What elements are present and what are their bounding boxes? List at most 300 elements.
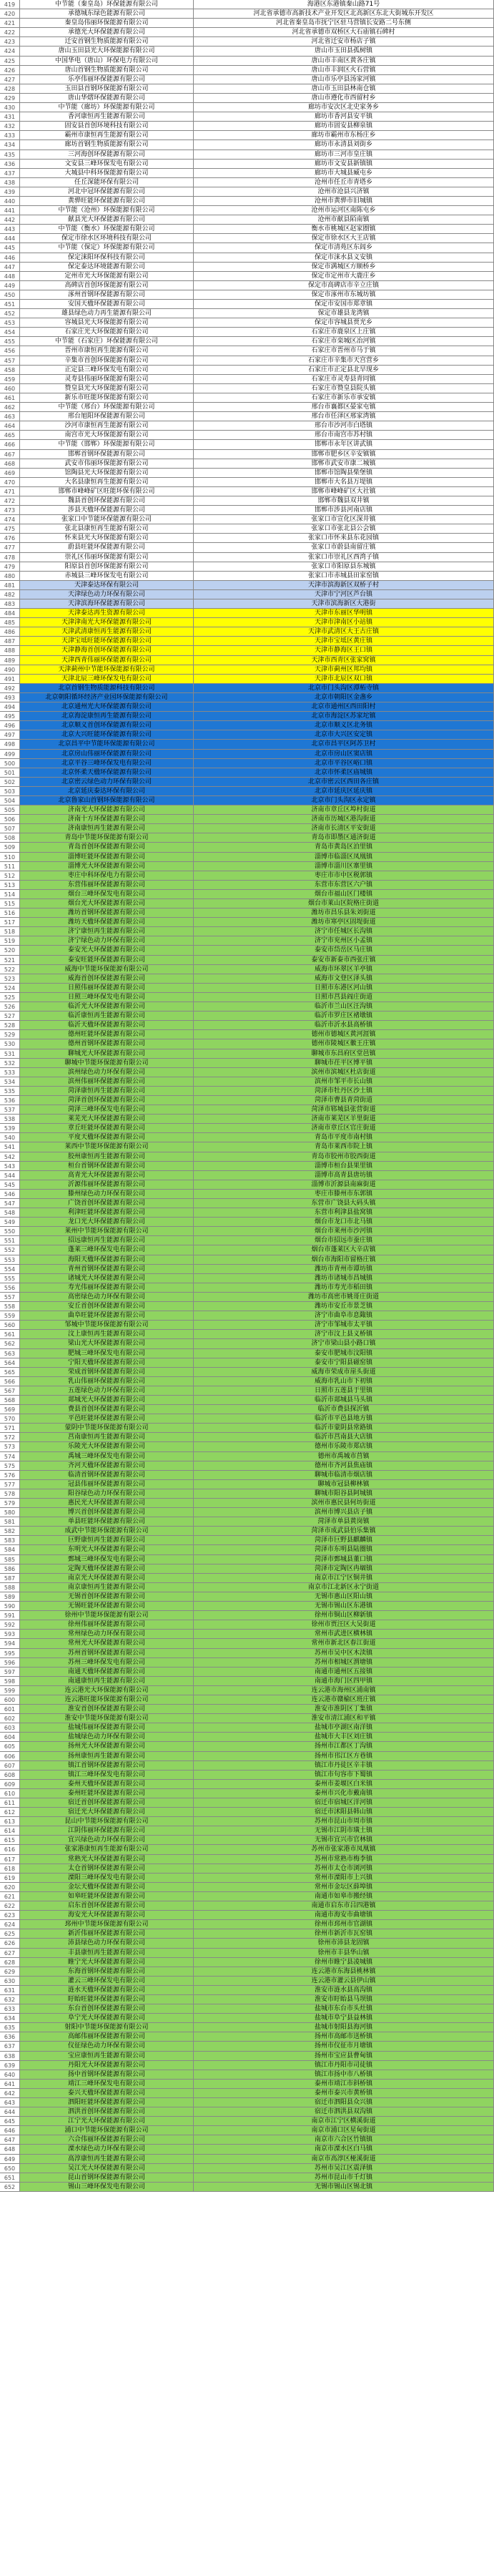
row-number[interactable]: 456 <box>0 346 20 356</box>
address-cell[interactable]: 北京市大兴区安定镇 <box>194 730 494 740</box>
company-name-cell[interactable]: 太仓首钢环保能源有限公司 <box>20 1864 194 1874</box>
row-number[interactable]: 582 <box>0 1527 20 1536</box>
company-name-cell[interactable]: 容城县光大环保能源有限公司 <box>20 318 194 328</box>
row-number[interactable]: 622 <box>0 1901 20 1911</box>
company-name-cell[interactable]: 北京平谷三峰环保发电有限公司 <box>20 759 194 768</box>
company-name-cell[interactable]: 中节能（保定）环保能源有限公司 <box>20 243 194 253</box>
address-cell[interactable]: 南京市六合区竹镇镇 <box>194 2135 494 2145</box>
company-name-cell[interactable]: 北京朝阳循环经济产业园环保能源有限公司 <box>20 693 194 702</box>
address-cell[interactable]: 临沂市罗庄区褚墩镇 <box>194 1012 494 1021</box>
row-number[interactable]: 597 <box>0 1667 20 1677</box>
address-cell[interactable]: 潍坊市青州市谭坊镇 <box>194 1265 494 1274</box>
company-name-cell[interactable]: 献县光大环保能源有限公司 <box>20 215 194 225</box>
company-name-cell[interactable]: 昆山首钢环保能源有限公司 <box>20 2173 194 2183</box>
address-cell[interactable]: 石家庄市晋州市马于镇 <box>194 346 494 356</box>
row-number[interactable]: 635 <box>0 2023 20 2032</box>
company-name-cell[interactable]: 蓬莱三峰环保发电有限公司 <box>20 1245 194 1255</box>
row-number[interactable]: 423 <box>0 37 20 46</box>
company-name-cell[interactable]: 中节能（衡水）环保能源有限公司 <box>20 225 194 234</box>
company-name-cell[interactable]: 荣成首钢环保能源有限公司 <box>20 1368 194 1377</box>
company-name-cell[interactable]: 连云港光大环保能源有限公司 <box>20 1686 194 1695</box>
address-cell[interactable]: 宿迁市沭阳县韩山镇 <box>194 1808 494 1817</box>
row-number[interactable]: 599 <box>0 1686 20 1695</box>
address-cell[interactable]: 保定市徐水区大王店镇 <box>194 234 494 243</box>
company-name-cell[interactable]: 保定市徐水区环境科技有限公司 <box>20 234 194 243</box>
row-number[interactable]: 645 <box>0 2117 20 2126</box>
row-number[interactable]: 560 <box>0 1321 20 1330</box>
company-name-cell[interactable]: 乐陵光大环保能源有限公司 <box>20 1442 194 1451</box>
address-cell[interactable]: 济宁市邹城市太平镇 <box>194 1321 494 1330</box>
address-cell[interactable]: 天津市西青区张家窝镇 <box>194 656 494 665</box>
row-number[interactable]: 422 <box>0 28 20 37</box>
address-cell[interactable]: 徐州市铜山区柳新镇 <box>194 1611 494 1620</box>
row-number[interactable]: 501 <box>0 768 20 778</box>
address-cell[interactable]: 济南市长清区平安街道 <box>194 824 494 833</box>
company-name-cell[interactable]: 齐河天楹环保能源有限公司 <box>20 1461 194 1471</box>
company-name-cell[interactable]: 如皋旺能环保能源有限公司 <box>20 1892 194 1901</box>
row-number[interactable]: 573 <box>0 1442 20 1451</box>
address-cell[interactable]: 石家庄市鹿泉区上庄镇 <box>194 328 494 337</box>
row-number[interactable]: 441 <box>0 206 20 215</box>
row-number[interactable]: 539 <box>0 1124 20 1133</box>
company-name-cell[interactable]: 宿迁首创环保能源有限公司 <box>20 1798 194 1808</box>
company-name-cell[interactable]: 唐山华熠环保能源有限公司 <box>20 94 194 103</box>
address-cell[interactable]: 天津市东丽区华明镇 <box>194 609 494 618</box>
row-number[interactable]: 500 <box>0 759 20 768</box>
address-cell[interactable]: 苏州市相城区渭塘镇 <box>194 1658 494 1667</box>
address-cell[interactable]: 菏泽市郓城县张营街道 <box>194 1105 494 1115</box>
company-name-cell[interactable]: 邯郸首钢环保能源有限公司 <box>20 450 194 459</box>
company-name-cell[interactable]: 仪征绿色动力环保有限公司 <box>20 2042 194 2051</box>
row-number[interactable]: 484 <box>0 609 20 618</box>
company-name-cell[interactable]: 黄骅旺能环保能源有限公司 <box>20 197 194 206</box>
company-name-cell[interactable]: 五莲绿色动力环保有限公司 <box>20 1386 194 1396</box>
address-cell[interactable]: 镇江市扬中市八桥镇 <box>194 2070 494 2080</box>
row-number[interactable]: 545 <box>0 1180 20 1190</box>
company-name-cell[interactable]: 阜宁光大环保能源有限公司 <box>20 2014 194 2023</box>
company-name-cell[interactable]: 临沂光大环保能源有限公司 <box>20 1002 194 1012</box>
address-cell[interactable]: 淮安市盱眙县马坝镇 <box>194 1995 494 2004</box>
company-name-cell[interactable]: 盱眙旺能环保能源有限公司 <box>20 1995 194 2004</box>
address-cell[interactable]: 盐城市射阳县海河镇 <box>194 2023 494 2032</box>
company-name-cell[interactable]: 聊城中节能环保能源有限公司 <box>20 1059 194 1068</box>
row-number[interactable]: 585 <box>0 1555 20 1564</box>
company-name-cell[interactable]: 菏泽三峰环保发电有限公司 <box>20 1105 194 1115</box>
address-cell[interactable]: 日照市五莲县于里镇 <box>194 1386 494 1396</box>
company-name-cell[interactable]: 莱西中节能环保能源有限公司 <box>20 1142 194 1152</box>
row-number[interactable]: 614 <box>0 1826 20 1836</box>
row-number[interactable]: 522 <box>0 965 20 974</box>
address-cell[interactable]: 滨州市滨城区杜店街道 <box>194 1068 494 1077</box>
company-name-cell[interactable]: 承德城东绿色能源有限公司 <box>20 9 194 19</box>
address-cell[interactable]: 济南市章丘区官庄街道 <box>194 1124 494 1133</box>
row-number[interactable]: 569 <box>0 1405 20 1414</box>
row-number[interactable]: 471 <box>0 487 20 496</box>
company-name-cell[interactable]: 枣庄中科环保电力有限公司 <box>20 871 194 881</box>
row-number[interactable]: 537 <box>0 1105 20 1115</box>
company-name-cell[interactable]: 泰安旺能环保能源有限公司 <box>20 956 194 965</box>
company-name-cell[interactable]: 高碑店首创环保能源有限公司 <box>20 281 194 290</box>
company-name-cell[interactable]: 菏泽首创环保能源有限公司 <box>20 1096 194 1105</box>
row-number[interactable]: 610 <box>0 1789 20 1798</box>
row-number[interactable]: 601 <box>0 1705 20 1714</box>
address-cell[interactable]: 邯郸市涉县河南店镇 <box>194 506 494 515</box>
address-cell[interactable]: 唐山市丰南区黄各庄镇 <box>194 57 494 66</box>
address-cell[interactable]: 常州市新北区春江街道 <box>194 1639 494 1648</box>
row-number[interactable]: 469 <box>0 469 20 478</box>
row-number[interactable]: 526 <box>0 1002 20 1012</box>
row-number[interactable]: 495 <box>0 712 20 721</box>
address-cell[interactable]: 盐城市亭湖区南洋镇 <box>194 1723 494 1733</box>
company-name-cell[interactable]: 保定泰达环境能源有限公司 <box>20 263 194 272</box>
row-number[interactable]: 616 <box>0 1845 20 1854</box>
company-name-cell[interactable]: 平邑旺能环保能源有限公司 <box>20 1414 194 1424</box>
row-number[interactable]: 429 <box>0 94 20 103</box>
company-name-cell[interactable]: 淮安首创环保能源有限公司 <box>20 1705 194 1714</box>
company-name-cell[interactable]: 怀来县光大环保能源有限公司 <box>20 534 194 543</box>
address-cell[interactable]: 南通市海安市曲塘镇 <box>194 1911 494 1920</box>
row-number[interactable]: 578 <box>0 1489 20 1499</box>
company-name-cell[interactable]: 淮安中节能环保能源有限公司 <box>20 1714 194 1723</box>
address-cell[interactable]: 沧州市献县陌南镇 <box>194 215 494 225</box>
address-cell[interactable]: 苏州市张家港市凤凰镇 <box>194 1845 494 1854</box>
address-cell[interactable]: 南京市高淳区桠溪街道 <box>194 2155 494 2164</box>
company-name-cell[interactable]: 新乐市旺能环保能源有限公司 <box>20 393 194 403</box>
row-number[interactable]: 439 <box>0 187 20 197</box>
company-name-cell[interactable]: 苏州首钢环保能源有限公司 <box>20 1649 194 1658</box>
company-name-cell[interactable]: 北京怀柔天楹环保能源有限公司 <box>20 768 194 778</box>
row-number[interactable]: 442 <box>0 215 20 225</box>
company-name-cell[interactable]: 正定县三峰环保发电有限公司 <box>20 366 194 375</box>
row-number[interactable]: 637 <box>0 2042 20 2051</box>
row-number[interactable]: 492 <box>0 684 20 693</box>
row-number[interactable]: 617 <box>0 1855 20 1864</box>
row-number[interactable]: 554 <box>0 1265 20 1274</box>
company-name-cell[interactable]: 胶州康恒再生能源有限公司 <box>20 1152 194 1162</box>
row-number[interactable]: 621 <box>0 1892 20 1901</box>
company-name-cell[interactable]: 菏泽康恒再生能源有限公司 <box>20 1087 194 1096</box>
address-cell[interactable]: 德州市德城区黄河涯镇 <box>194 1030 494 1039</box>
row-number[interactable]: 460 <box>0 384 20 393</box>
row-number[interactable]: 480 <box>0 572 20 581</box>
address-cell[interactable]: 北京市海淀区苏家坨镇 <box>194 712 494 721</box>
company-name-cell[interactable]: 无锡首创环保能源有限公司 <box>20 1592 194 1602</box>
row-number[interactable]: 590 <box>0 1602 20 1611</box>
company-name-cell[interactable]: 高密绿色动力环保有限公司 <box>20 1293 194 1302</box>
company-name-cell[interactable]: 梁山光大环保能源有限公司 <box>20 1339 194 1348</box>
row-number[interactable]: 631 <box>0 1986 20 1995</box>
company-name-cell[interactable]: 浦口中节能环保能源有限公司 <box>20 2126 194 2135</box>
company-name-cell[interactable]: 中节能（邯郸）环保能源有限公司 <box>20 440 194 449</box>
row-number[interactable]: 613 <box>0 1817 20 1826</box>
row-number[interactable]: 540 <box>0 1133 20 1142</box>
row-number[interactable]: 507 <box>0 824 20 833</box>
address-cell[interactable]: 镇江市丹阳市司徒镇 <box>194 2061 494 2070</box>
row-number[interactable]: 514 <box>0 890 20 899</box>
address-cell[interactable]: 邢台市沙河市白塔镇 <box>194 421 494 431</box>
address-cell[interactable]: 淄博市桓台县果里镇 <box>194 1162 494 1171</box>
company-name-cell[interactable]: 宜兴绿色动力环保有限公司 <box>20 1836 194 1845</box>
address-cell[interactable]: 泰安市肥城市汶阳镇 <box>194 1349 494 1358</box>
company-name-cell[interactable]: 青岛中节能环保能源有限公司 <box>20 833 194 843</box>
address-cell[interactable]: 扬州市宝应县曹甸镇 <box>194 2052 494 2061</box>
address-cell[interactable]: 无锡市锡山区东港镇 <box>194 1602 494 1611</box>
company-name-cell[interactable]: 涉县天楹环保能源有限公司 <box>20 506 194 515</box>
address-cell[interactable]: 泰安市岱岳区马庄镇 <box>194 946 494 955</box>
row-number[interactable]: 532 <box>0 1059 20 1068</box>
row-number[interactable]: 430 <box>0 103 20 112</box>
company-name-cell[interactable]: 诸城光大环保能源有限公司 <box>20 1274 194 1283</box>
company-name-cell[interactable]: 魏县首创环保能源有限公司 <box>20 496 194 506</box>
address-cell[interactable]: 镇江市丹徒区辛丰镇 <box>194 1761 494 1771</box>
row-number[interactable]: 478 <box>0 553 20 562</box>
company-name-cell[interactable]: 常州绿色动力环保有限公司 <box>20 1630 194 1639</box>
address-cell[interactable]: 青岛市胶州市胶西街道 <box>194 1152 494 1162</box>
address-cell[interactable]: 淄博市淄川区寨里镇 <box>194 862 494 871</box>
address-cell[interactable]: 北京市房山区窦店镇 <box>194 750 494 759</box>
company-name-cell[interactable]: 天津西青伟丽环保能源有限公司 <box>20 656 194 665</box>
row-number[interactable]: 609 <box>0 1780 20 1789</box>
row-number[interactable]: 574 <box>0 1452 20 1461</box>
address-cell[interactable]: 北京市延庆区延庆镇 <box>194 787 494 796</box>
row-number[interactable]: 595 <box>0 1649 20 1658</box>
company-name-cell[interactable]: 成武中节能环保能源有限公司 <box>20 1527 194 1536</box>
row-number[interactable]: 505 <box>0 805 20 815</box>
row-number[interactable]: 648 <box>0 2145 20 2154</box>
company-name-cell[interactable]: 涟水天楹环保能源有限公司 <box>20 1986 194 1995</box>
row-number[interactable]: 486 <box>0 627 20 637</box>
row-number[interactable]: 479 <box>0 562 20 572</box>
company-name-cell[interactable]: 烟台三峰环保发电有限公司 <box>20 890 194 899</box>
company-name-cell[interactable]: 无锡旺能环保能源有限公司 <box>20 1602 194 1611</box>
address-cell[interactable]: 日照市东港区河山镇 <box>194 984 494 993</box>
company-name-cell[interactable]: 扬州康恒再生能源有限公司 <box>20 1752 194 1761</box>
company-name-cell[interactable]: 海阳天楹环保能源有限公司 <box>20 1255 194 1265</box>
row-number[interactable]: 584 <box>0 1545 20 1554</box>
row-number[interactable]: 606 <box>0 1752 20 1761</box>
address-cell[interactable]: 临沂市沂水县高桥镇 <box>194 1021 494 1030</box>
address-cell[interactable]: 石家庄市赞皇县院头镇 <box>194 384 494 393</box>
company-name-cell[interactable]: 临沂康恒再生能源有限公司 <box>20 1012 194 1021</box>
address-cell[interactable]: 菏泽市定陶区冉堌镇 <box>194 1564 494 1574</box>
row-number[interactable]: 591 <box>0 1611 20 1620</box>
company-name-cell[interactable]: 沛县绿色动力环保有限公司 <box>20 1939 194 1948</box>
company-name-cell[interactable]: 北京房山伟丽环保能源有限公司 <box>20 750 194 759</box>
row-number[interactable]: 624 <box>0 1920 20 1929</box>
row-number[interactable]: 483 <box>0 599 20 609</box>
address-cell[interactable]: 宿迁市宿城区洋河镇 <box>194 1798 494 1808</box>
row-number[interactable]: 626 <box>0 1939 20 1948</box>
company-name-cell[interactable]: 高邮伟丽环保能源有限公司 <box>20 2032 194 2042</box>
row-number[interactable]: 510 <box>0 853 20 862</box>
address-cell[interactable]: 唐山市玉田县林南仓镇 <box>194 84 494 94</box>
row-number[interactable]: 452 <box>0 309 20 318</box>
address-cell[interactable]: 保定市容城县贾光乡 <box>194 318 494 328</box>
company-name-cell[interactable]: 淄博光大环保能源有限公司 <box>20 862 194 871</box>
row-number[interactable]: 559 <box>0 1311 20 1321</box>
row-number[interactable]: 531 <box>0 1049 20 1059</box>
address-cell[interactable]: 南京市溧水区白马镇 <box>194 2145 494 2154</box>
address-cell[interactable]: 济南市历城区港沟街道 <box>194 815 494 824</box>
address-cell[interactable]: 衡水市桃城区赵家圈镇 <box>194 225 494 234</box>
company-name-cell[interactable]: 邳州中节能环保能源有限公司 <box>20 1920 194 1929</box>
address-cell[interactable]: 北京市门头沟区永定镇 <box>194 796 494 805</box>
company-name-cell[interactable]: 天津津南光大环保能源有限公司 <box>20 618 194 627</box>
address-cell[interactable]: 苏州市吴江区震泽镇 <box>194 2164 494 2173</box>
address-cell[interactable]: 淮安市淮阴区丁集镇 <box>194 1705 494 1714</box>
address-cell[interactable]: 烟台市莱州市沙河镇 <box>194 1227 494 1236</box>
address-cell[interactable]: 海港区东港镇秦山路71号 <box>194 0 494 9</box>
address-cell[interactable]: 苏州市昆山市周市镇 <box>194 1817 494 1826</box>
address-cell[interactable]: 潍坊市诸城市昌城镇 <box>194 1274 494 1283</box>
row-number[interactable]: 628 <box>0 1958 20 1967</box>
row-number[interactable]: 465 <box>0 431 20 440</box>
address-cell[interactable]: 天津市滨海新区双桥子村 <box>194 581 494 590</box>
company-name-cell[interactable]: 中节能（廊坊）环保能源有限公司 <box>20 103 194 112</box>
company-name-cell[interactable]: 中节能（沧州）环保能源有限公司 <box>20 206 194 215</box>
company-name-cell[interactable]: 日照伟丽环保能源有限公司 <box>20 984 194 993</box>
row-number[interactable]: 498 <box>0 740 20 749</box>
address-cell[interactable]: 邯郸市永年区讲武镇 <box>194 440 494 449</box>
row-number[interactable]: 643 <box>0 2098 20 2107</box>
row-number[interactable]: 546 <box>0 1190 20 1199</box>
company-name-cell[interactable]: 锡山三峰环保发电有限公司 <box>20 2183 194 2192</box>
row-number[interactable]: 565 <box>0 1368 20 1377</box>
company-name-cell[interactable]: 曲阜旺能环保能源有限公司 <box>20 1311 194 1321</box>
row-number[interactable]: 491 <box>0 675 20 684</box>
company-name-cell[interactable]: 惠民光大环保能源有限公司 <box>20 1499 194 1508</box>
company-name-cell[interactable]: 镇江首钢环保能源有限公司 <box>20 1761 194 1771</box>
address-cell[interactable]: 扬州市高邮市送桥镇 <box>194 2032 494 2042</box>
row-number[interactable]: 596 <box>0 1658 20 1667</box>
company-name-cell[interactable]: 天津滨海环保能源有限公司 <box>20 599 194 609</box>
address-cell[interactable]: 徐州市邳州市官湖镇 <box>194 1920 494 1929</box>
company-name-cell[interactable]: 天津宝坻旺能环保能源有限公司 <box>20 637 194 646</box>
address-cell[interactable]: 临沂市平邑县地方镇 <box>194 1414 494 1424</box>
company-name-cell[interactable]: 苏州三峰环保发电有限公司 <box>20 1658 194 1667</box>
address-cell[interactable]: 沧州市运河区南陈屯乡 <box>194 206 494 215</box>
company-name-cell[interactable]: 泗阳旺能环保能源有限公司 <box>20 2098 194 2107</box>
company-name-cell[interactable]: 莱芜光大环保能源有限公司 <box>20 1115 194 1124</box>
company-name-cell[interactable]: 唐山首钢生物质能源有限公司 <box>20 66 194 75</box>
address-cell[interactable]: 天津市蓟州区邦均镇 <box>194 665 494 675</box>
row-number[interactable]: 551 <box>0 1236 20 1245</box>
address-cell[interactable]: 南京市江宁区铜井镇 <box>194 1574 494 1583</box>
address-cell[interactable]: 石家庄市新乐市承安镇 <box>194 393 494 403</box>
row-number[interactable]: 523 <box>0 974 20 984</box>
row-number[interactable]: 552 <box>0 1245 20 1255</box>
row-number[interactable]: 593 <box>0 1630 20 1639</box>
company-name-cell[interactable]: 东明光大环保能源有限公司 <box>20 1545 194 1554</box>
address-cell[interactable]: 烟台市招远市蚕庄镇 <box>194 1236 494 1245</box>
address-cell[interactable]: 济宁市任城区长沟镇 <box>194 927 494 936</box>
row-number[interactable]: 513 <box>0 881 20 890</box>
address-cell[interactable]: 无锡市宜兴市官林镇 <box>194 1836 494 1845</box>
address-cell[interactable]: 无锡市江阴市璜土镇 <box>194 1826 494 1836</box>
address-cell[interactable]: 盐城市阜宁县益林镇 <box>194 2014 494 2023</box>
company-name-cell[interactable]: 淄博旺能环保能源有限公司 <box>20 853 194 862</box>
address-cell[interactable]: 天津市北辰区双口镇 <box>194 675 494 684</box>
row-number[interactable]: 644 <box>0 2107 20 2117</box>
row-number[interactable]: 579 <box>0 1499 20 1508</box>
address-cell[interactable]: 潍坊市昌乐县朱刘街道 <box>194 909 494 918</box>
address-cell[interactable]: 泰州市泰兴市黄桥镇 <box>194 2089 494 2098</box>
row-number[interactable]: 482 <box>0 590 20 599</box>
row-number[interactable]: 443 <box>0 225 20 234</box>
company-name-cell[interactable]: 秦皇岛伟丽环保能源有限公司 <box>20 19 194 28</box>
row-number[interactable]: 494 <box>0 702 20 712</box>
row-number[interactable]: 468 <box>0 459 20 469</box>
row-number[interactable]: 440 <box>0 197 20 206</box>
address-cell[interactable]: 徐州市贾汪区大吴街道 <box>194 1620 494 1630</box>
row-number[interactable]: 516 <box>0 909 20 918</box>
company-name-cell[interactable]: 天津静海首创环保能源有限公司 <box>20 646 194 655</box>
row-number[interactable]: 630 <box>0 1977 20 1986</box>
row-number[interactable]: 493 <box>0 693 20 702</box>
address-cell[interactable]: 淮安市涟水县高沟镇 <box>194 1986 494 1995</box>
company-name-cell[interactable]: 蒙阴中节能环保能源有限公司 <box>20 1424 194 1433</box>
row-number[interactable]: 603 <box>0 1723 20 1733</box>
row-number[interactable]: 634 <box>0 2014 20 2023</box>
company-name-cell[interactable]: 潍坊首钢环保能源有限公司 <box>20 909 194 918</box>
company-name-cell[interactable]: 巨野康恒再生能源有限公司 <box>20 1536 194 1545</box>
row-number[interactable]: 420 <box>0 9 20 19</box>
row-number[interactable]: 598 <box>0 1677 20 1686</box>
address-cell[interactable]: 东营市广饶县大码头镇 <box>194 1199 494 1208</box>
address-cell[interactable]: 烟台市蓬莱区大辛店镇 <box>194 1245 494 1255</box>
row-number[interactable]: 649 <box>0 2155 20 2164</box>
row-number[interactable]: 509 <box>0 843 20 852</box>
address-cell[interactable]: 南京市浦口区星甸街道 <box>194 2126 494 2135</box>
row-number[interactable]: 481 <box>0 581 20 590</box>
company-name-cell[interactable]: 东营伟丽环保能源有限公司 <box>20 881 194 890</box>
row-number[interactable]: 538 <box>0 1115 20 1124</box>
row-number[interactable]: 646 <box>0 2126 20 2135</box>
row-number[interactable]: 464 <box>0 421 20 431</box>
company-name-cell[interactable]: 禹城三峰环保发电有限公司 <box>20 1452 194 1461</box>
row-number[interactable]: 475 <box>0 524 20 534</box>
company-name-cell[interactable]: 宿迁光大环保能源有限公司 <box>20 1808 194 1817</box>
row-number[interactable]: 519 <box>0 936 20 946</box>
row-number[interactable]: 467 <box>0 450 20 459</box>
address-cell[interactable]: 保定市安国市郑章镇 <box>194 300 494 309</box>
row-number[interactable]: 619 <box>0 1874 20 1883</box>
company-name-cell[interactable]: 晋州市康恒再生能源有限公司 <box>20 346 194 356</box>
row-number[interactable]: 632 <box>0 1995 20 2004</box>
address-cell[interactable]: 聊城市茌平区博平镇 <box>194 1059 494 1068</box>
address-cell[interactable]: 南通市启东市吕四港镇 <box>194 1901 494 1911</box>
company-name-cell[interactable]: 武安市伟丽环保能源有限公司 <box>20 459 194 469</box>
address-cell[interactable]: 保定市定州市大鹿庄乡 <box>194 272 494 281</box>
company-name-cell[interactable]: 盐城伟丽环保能源有限公司 <box>20 1723 194 1733</box>
row-number[interactable]: 536 <box>0 1096 20 1105</box>
row-number[interactable]: 444 <box>0 234 20 243</box>
company-name-cell[interactable]: 溧水绿色动力环保有限公司 <box>20 2145 194 2154</box>
company-name-cell[interactable]: 中节能（邢台）环保能源有限公司 <box>20 403 194 412</box>
address-cell[interactable]: 宿迁市泗洪县双沟镇 <box>194 2107 494 2117</box>
company-name-cell[interactable]: 济宁康恒再生能源有限公司 <box>20 927 194 936</box>
company-name-cell[interactable]: 龙口光大环保能源有限公司 <box>20 1218 194 1227</box>
address-cell[interactable]: 泰州市兴化市戴南镇 <box>194 1789 494 1798</box>
row-number[interactable]: 434 <box>0 140 20 150</box>
company-name-cell[interactable]: 肥城三峰环保发电有限公司 <box>20 1349 194 1358</box>
row-number[interactable]: 627 <box>0 1949 20 1958</box>
row-number[interactable]: 594 <box>0 1639 20 1648</box>
row-number[interactable]: 425 <box>0 57 20 66</box>
row-number[interactable]: 564 <box>0 1358 20 1368</box>
company-name-cell[interactable]: 天津泰达环保有限公司 <box>20 581 194 590</box>
address-cell[interactable]: 张家口市宣化区深井镇 <box>194 515 494 524</box>
